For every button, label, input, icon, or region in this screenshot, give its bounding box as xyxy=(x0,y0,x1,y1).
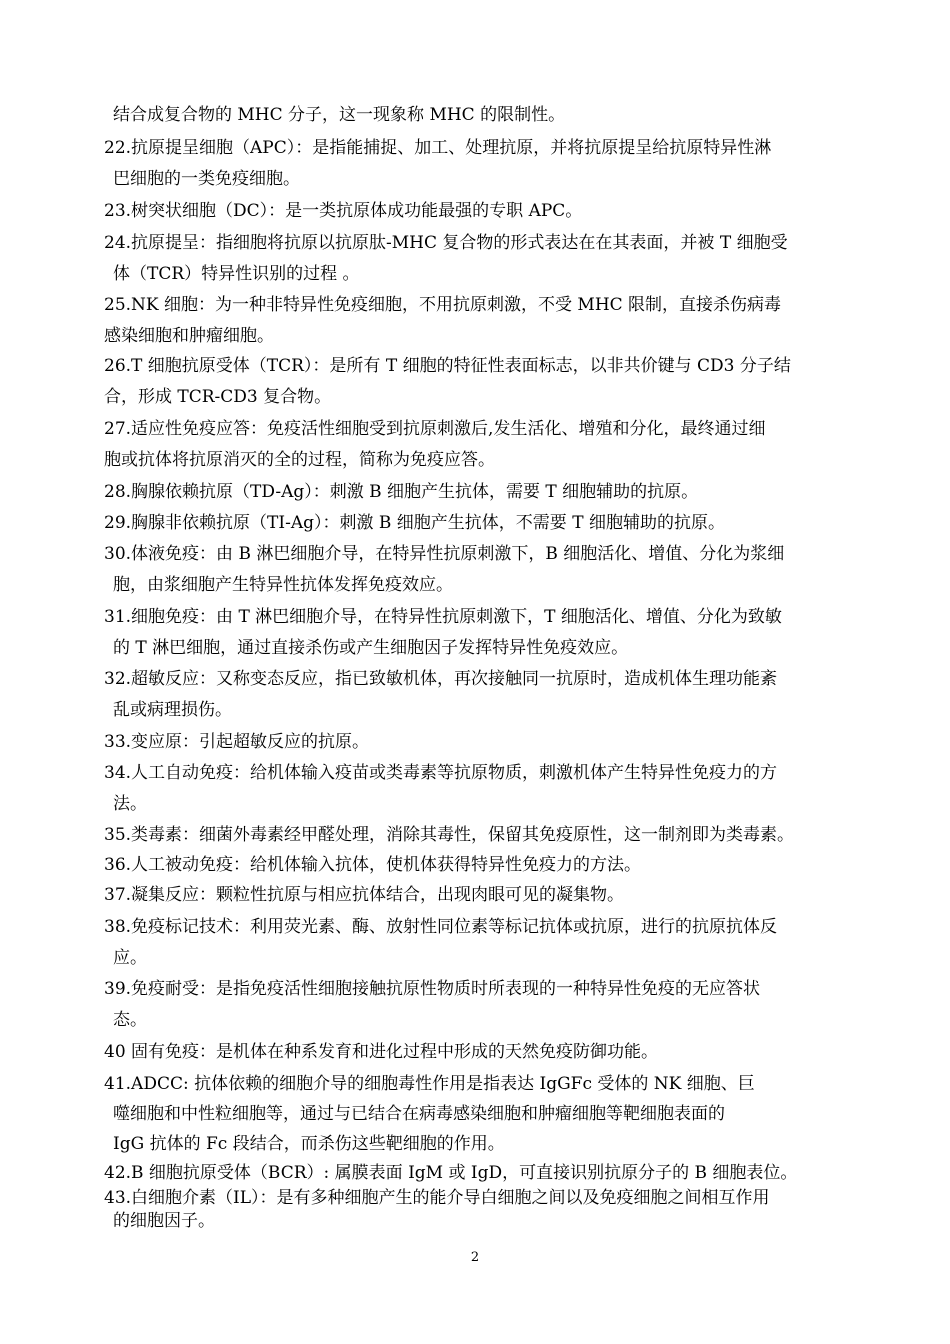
entry-41-line-2: 噬细胞和中性粒细胞等，通过与已结合在病毒感染细胞和肿瘤细胞等靶细胞表面的 xyxy=(113,1104,725,1124)
entry-32-line-1: 32.超敏反应：又称变态反应，指已致敏机体，再次接触同一抗原时，造成机体生理功能紊 xyxy=(104,669,778,689)
entry-34-line-2: 法。 xyxy=(113,794,147,814)
entry-30-line-2: 胞，由浆细胞产生特异性抗体发挥免疫效应。 xyxy=(113,575,453,595)
entry-24-line-1: 24.抗原提呈：指细胞将抗原以抗原肽-MHC 复合物的形式表达在在其表面，并被 T 细胞受 xyxy=(104,233,788,253)
entry-29: 29.胸腺非依赖抗原（TI-Ag）：刺激 B 细胞产生抗体，不需要 T 细胞辅助的抗原。 xyxy=(104,513,725,533)
entry-22-line-1: 22.抗原提呈细胞（APC）：是指能捕捉、加工、处理抗原，并将抗原提呈给抗原特异性淋 xyxy=(104,138,772,158)
entry-33: 33.变应原：引起超敏反应的抗原。 xyxy=(104,732,370,752)
entry-37: 37.凝集反应：颗粒性抗原与相应抗体结合，出现肉眼可见的凝集物。 xyxy=(104,885,625,905)
entry-40: 40 固有免疫：是机体在种系发育和进化过程中形成的天然免疫防御功能。 xyxy=(104,1042,659,1062)
entry-41-line-3: IgG 抗体的 Fc 段结合，而杀伤这些靶细胞的作用。 xyxy=(113,1134,505,1154)
entry-21-line-2: 结合成复合物的 MHC 分子，这一现象称 MHC 的限制性。 xyxy=(113,105,566,125)
entry-32-line-2: 乱或病理损伤。 xyxy=(113,700,232,720)
entry-22-line-2: 巴细胞的一类免疫细胞。 xyxy=(113,169,300,189)
entry-39-line-2: 态。 xyxy=(113,1010,147,1030)
entry-35: 35.类毒素：细菌外毒素经甲醛处理，消除其毒性，保留其免疫原性，这一制剂即为类毒素。 xyxy=(104,825,795,845)
entry-25-line-2: 感染细胞和肿瘤细胞。 xyxy=(104,326,274,346)
entry-24-line-2: 体（TCR）特异性识别的过程 。 xyxy=(113,264,360,284)
entry-31-line-1: 31.细胞免疫：由 T 淋巴细胞介导，在特异性抗原刺激下，T 细胞活化、增值、分化为致敏 xyxy=(104,607,782,627)
entry-27-line-2: 胞或抗体将抗原消灭的全的过程，简称为免疫应答。 xyxy=(104,450,495,470)
entry-25-line-1: 25.NK 细胞：为一种非特异性免疫细胞，不用抗原刺激，不受 MHC 限制，直接杀伤病毒 xyxy=(104,295,782,315)
entry-23: 23.树突状细胞（DC）：是一类抗原体成功能最强的专职 APC。 xyxy=(104,201,583,221)
entry-42: 42.B 细胞抗原受体（BCR）: 属膜表面 IgM 或 IgD，可直接识别抗原分子的 B 细胞表位。 xyxy=(104,1163,798,1183)
entry-43-line-2: 的细胞因子。 xyxy=(113,1211,215,1231)
entry-26-line-1: 26.T 细胞抗原受体（TCR）：是所有 T 细胞的特征性表面标志，以非共价键与 CD3 分子结 xyxy=(104,356,791,376)
entry-31-line-2: 的 T 淋巴细胞，通过直接杀伤或产生细胞因子发挥特异性免疫效应。 xyxy=(113,638,629,658)
entry-38-line-1: 38.免疫标记技术：利用荧光素、酶、放射性同位素等标记抗体或抗原，进行的抗原抗体反 xyxy=(104,917,778,937)
entry-27-line-1: 27.适应性免疫应答：免疫活性细胞受到抗原刺激后,发生活化、增殖和分化，最终通过细 xyxy=(104,419,766,439)
entry-26-line-2: 合，形成 TCR-CD3 复合物。 xyxy=(104,387,332,407)
entry-39-line-1: 39.免疫耐受：是指免疫活性细胞接触抗原性物质时所表现的一种特异性免疫的无应答状 xyxy=(104,979,761,999)
entry-34-line-1: 34.人工自动免疫：给机体输入疫苗或类毒素等抗原物质，刺激机体产生特异性免疫力的方 xyxy=(104,763,778,783)
entry-41-line-1: 41.ADCC: 抗体依赖的细胞介导的细胞毒性作用是指表达 IgGFc 受体的 NK 细胞、巨 xyxy=(104,1074,755,1094)
entry-28: 28.胸腺依赖抗原（TD-Ag）：刺激 B 细胞产生抗体，需要 T 细胞辅助的抗原。 xyxy=(104,482,699,502)
page-number: 2 xyxy=(470,1250,480,1265)
entry-43-line-1: 43.白细胞介素（IL）：是有多种细胞产生的能介导白细胞之间以及免疫细胞之间相互作用 xyxy=(104,1188,770,1208)
entry-38-line-2: 应。 xyxy=(113,948,147,968)
entry-36: 36.人工被动免疫：给机体输入抗体，使机体获得特异性免疫力的方法。 xyxy=(104,855,642,875)
entry-30-line-1: 30.体液免疫：由 B 淋巴细胞介导，在特异性抗原刺激下，B 细胞活化、增值、分化为浆细 xyxy=(104,544,785,564)
